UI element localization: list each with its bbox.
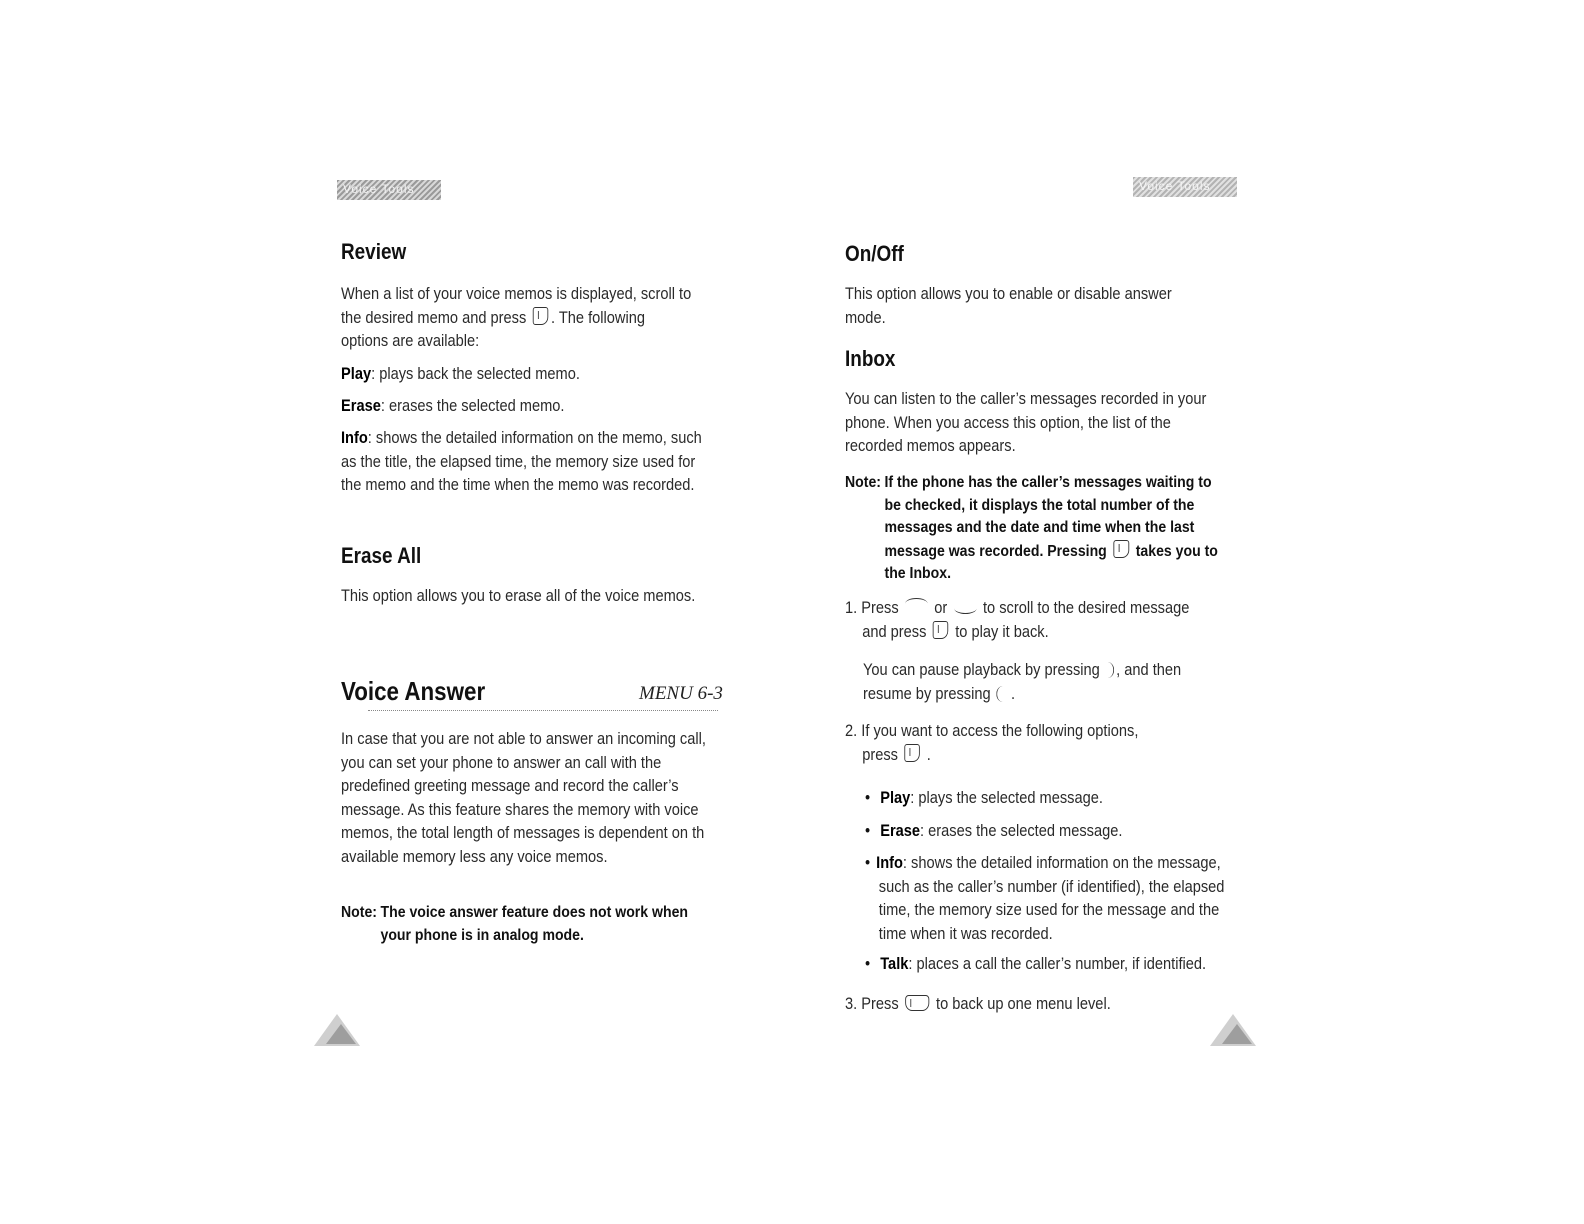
bullet-info-text — [865, 851, 1240, 945]
review-intro — [341, 282, 719, 353]
step-3 — [845, 992, 1223, 1016]
info-text: : shows the detailed information on the memo, such as the title, the elapsed time, the memory size used for the memo and the time when the memo was recorded. — [341, 428, 702, 494]
review-erase — [341, 394, 719, 418]
pause-text: You can pause playback by pressing — [863, 660, 1100, 679]
note-label: Note: — [341, 904, 377, 921]
section-divider — [368, 710, 718, 711]
bullet-talk — [865, 952, 1243, 976]
step-text: or — [934, 598, 948, 617]
note-text-part: takes you to the Inbox. — [884, 542, 1218, 582]
voice-answer-title: Voice Answer — [341, 676, 486, 706]
note-text-part: If the phone has the caller’s messages waiting to be checked, it displays the total number of the messages and the date and time when the last message was recorded. Pressing — [884, 474, 1212, 560]
voice-answer-note — [341, 902, 719, 947]
step-text: to scroll to the desired message — [982, 598, 1190, 617]
pause-text: resume by pressing — [863, 683, 991, 703]
step-2 — [845, 719, 1223, 766]
step-1 — [845, 596, 1241, 643]
bullet-info — [865, 851, 1305, 945]
note-label: Note: — [845, 474, 881, 491]
ok-key-icon — [905, 744, 920, 762]
right-header-tab-label: Voice Tools — [1139, 179, 1211, 193]
step-text: to play it back. — [955, 621, 1049, 641]
play-label: Play — [880, 788, 911, 807]
left-header-tab-label: Voice Tools — [343, 182, 415, 196]
erase-all-title: Erase All — [341, 543, 422, 568]
erase-label: Erase — [341, 396, 381, 415]
side-key-down-icon — [996, 686, 1009, 702]
ok-key-icon — [533, 307, 548, 325]
ok-key-icon — [933, 621, 948, 639]
bullet-erase — [865, 819, 1243, 843]
pause-text: , and then — [1116, 660, 1182, 679]
step-text: . — [926, 744, 931, 764]
review-play — [341, 362, 719, 386]
scroll-down-key-icon — [954, 603, 976, 614]
ok-key-icon — [1113, 540, 1129, 558]
review-intro-line: the desired memo and press — [341, 307, 527, 327]
review-title: Review — [341, 239, 407, 264]
review-intro-line: options are available: — [341, 331, 480, 350]
talk-label: Talk — [880, 954, 909, 973]
review-info — [341, 426, 719, 497]
step-text: to back up one menu level. — [936, 994, 1111, 1013]
pause-instructions — [863, 658, 1241, 705]
on-off-title: On/Off — [845, 241, 904, 266]
erase-text: : erases the selected message. — [920, 821, 1123, 840]
play-label: Play — [341, 364, 372, 383]
note-text: The voice answer feature does not work when your phone is in analog mode. — [380, 904, 688, 944]
step-text: 2. If you want to access the following options, — [845, 721, 1139, 740]
bullet-play — [865, 786, 1243, 810]
erase-text: : erases the selected memo. — [380, 396, 565, 415]
inbox-title: Inbox — [845, 346, 896, 371]
talk-text: : places a call the caller’s number, if identified. — [908, 954, 1207, 973]
on-off-text: This option allows you to enable or disable answer mode. — [845, 284, 1172, 327]
inbox-text: You can listen to the caller’s messages recorded in your phone. When you access this option, the list of the recorded memos appears. — [845, 389, 1207, 455]
pause-text: . — [1010, 683, 1016, 703]
info-text: : shows the detailed information on the message, such as the caller’s number (if identified), the elapsed time, the memory size used for the message and the time when it was recorded. — [878, 853, 1225, 943]
bullet-marker — [865, 853, 876, 872]
info-label: Info — [876, 853, 903, 872]
triangle-mark-inner — [326, 1024, 356, 1044]
review-intro-line: When a list of your voice memos is displayed, scroll to — [341, 284, 692, 303]
scroll-up-key-icon — [905, 598, 927, 609]
play-text: : plays the selected message. — [910, 788, 1103, 807]
erase-label: Erase — [880, 821, 921, 840]
step-text: 1. Press — [845, 598, 899, 617]
triangle-mark-inner — [1222, 1024, 1252, 1044]
inbox-note — [845, 472, 1228, 586]
side-key-up-icon — [1102, 662, 1115, 678]
voice-answer-text: In case that you are not able to answer an incoming call, you can set your phone to answer an call with the predefined greeting message and record the caller’s message. As this feature shares the memory with voice memos, the total length of messages is dependent on th available memory less any voice memos. — [341, 729, 706, 866]
step-text: 3. Press — [845, 994, 899, 1013]
play-text: : plays back the selected memo. — [371, 364, 580, 383]
erase-all-text: This option allows you to erase all of the voice memos. — [341, 586, 696, 605]
right-header-tab — [1133, 177, 1237, 197]
menu-reference: MENU 6-3 — [639, 683, 723, 704]
clear-key-icon — [905, 995, 929, 1011]
note-text — [885, 472, 1224, 586]
left-header-tab — [337, 180, 441, 200]
step-text: and press — [862, 621, 927, 641]
review-intro-line: . The following — [551, 307, 646, 327]
step-text: press — [862, 744, 898, 764]
info-label: Info — [341, 428, 368, 447]
